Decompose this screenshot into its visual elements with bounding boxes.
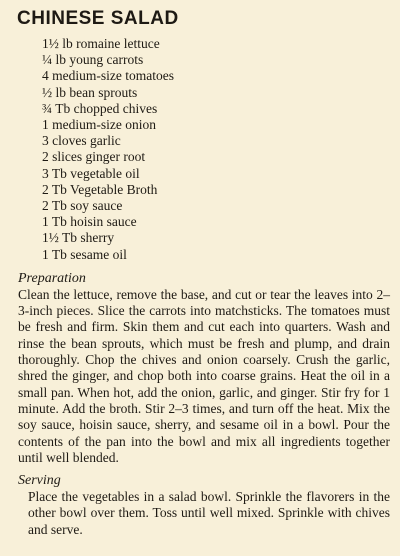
preparation-heading: Preparation bbox=[18, 270, 86, 286]
ingredient-item: 1½ lb romaine lettuce bbox=[42, 36, 160, 51]
serving-text: Place the vegetables in a salad bowl. Sprinkle the flavorers in the other bowl over them. Toss until well mixed. Sprinkle with chives and serve. bbox=[28, 489, 390, 537]
ingredient-item: 3 Tb vegetable oil bbox=[42, 165, 140, 181]
ingredient-item: 1 Tb hoisin sauce bbox=[42, 214, 137, 230]
ingredient-item: ½ lb bean sprouts bbox=[42, 84, 138, 100]
recipe-title: CHINESE SALAD bbox=[17, 8, 179, 29]
ingredient-item: 4 medium-size tomatoes bbox=[42, 68, 174, 84]
preparation-text: Clean the lettuce, remove the base, and cut or tear the leaves into 2–3-inch pieces. Slice the carrots into matchsticks. The tomatoes must be fresh and firm. Skin them and cut each into quarters. Wash and rinse the bean sprouts, which must be fresh and plump, and drain thoroughly. Chop the chives and onion coarsely. Crush the garlic, shred the ginger, and chop both into coarse grains. Heat the oil in a small pan. When hot, add the onion, garlic, and ginger. Stir fry for 1 minute. Add the broth. Stir 2–3 times, and turn off the heat. Mix the soy sauce, hoisin sauce, sherry, and sesame oil in a bowl. Pour the contents of the pan into the bowl and mix all ingredients together until well blended. bbox=[18, 286, 390, 465]
ingredient-item: ¾ Tb chopped chives bbox=[42, 100, 158, 116]
ingredient-item: 2 Tb Vegetable Broth bbox=[42, 181, 158, 197]
ingredient-item: 1½ Tb sherry bbox=[42, 230, 115, 246]
ingredient-item: 2 slices ginger root bbox=[42, 149, 146, 165]
serving-heading: Serving bbox=[18, 473, 61, 489]
ingredient-list bbox=[42, 36, 390, 263]
ingredient-item: 2 Tb soy sauce bbox=[42, 198, 123, 214]
ingredient-item: 1 medium-size onion bbox=[42, 117, 156, 133]
ingredient-item: 3 cloves garlic bbox=[42, 133, 121, 149]
ingredient-item: 1 Tb sesame oil bbox=[42, 246, 127, 262]
ingredient-item: ¼ lb young carrots bbox=[42, 52, 144, 68]
